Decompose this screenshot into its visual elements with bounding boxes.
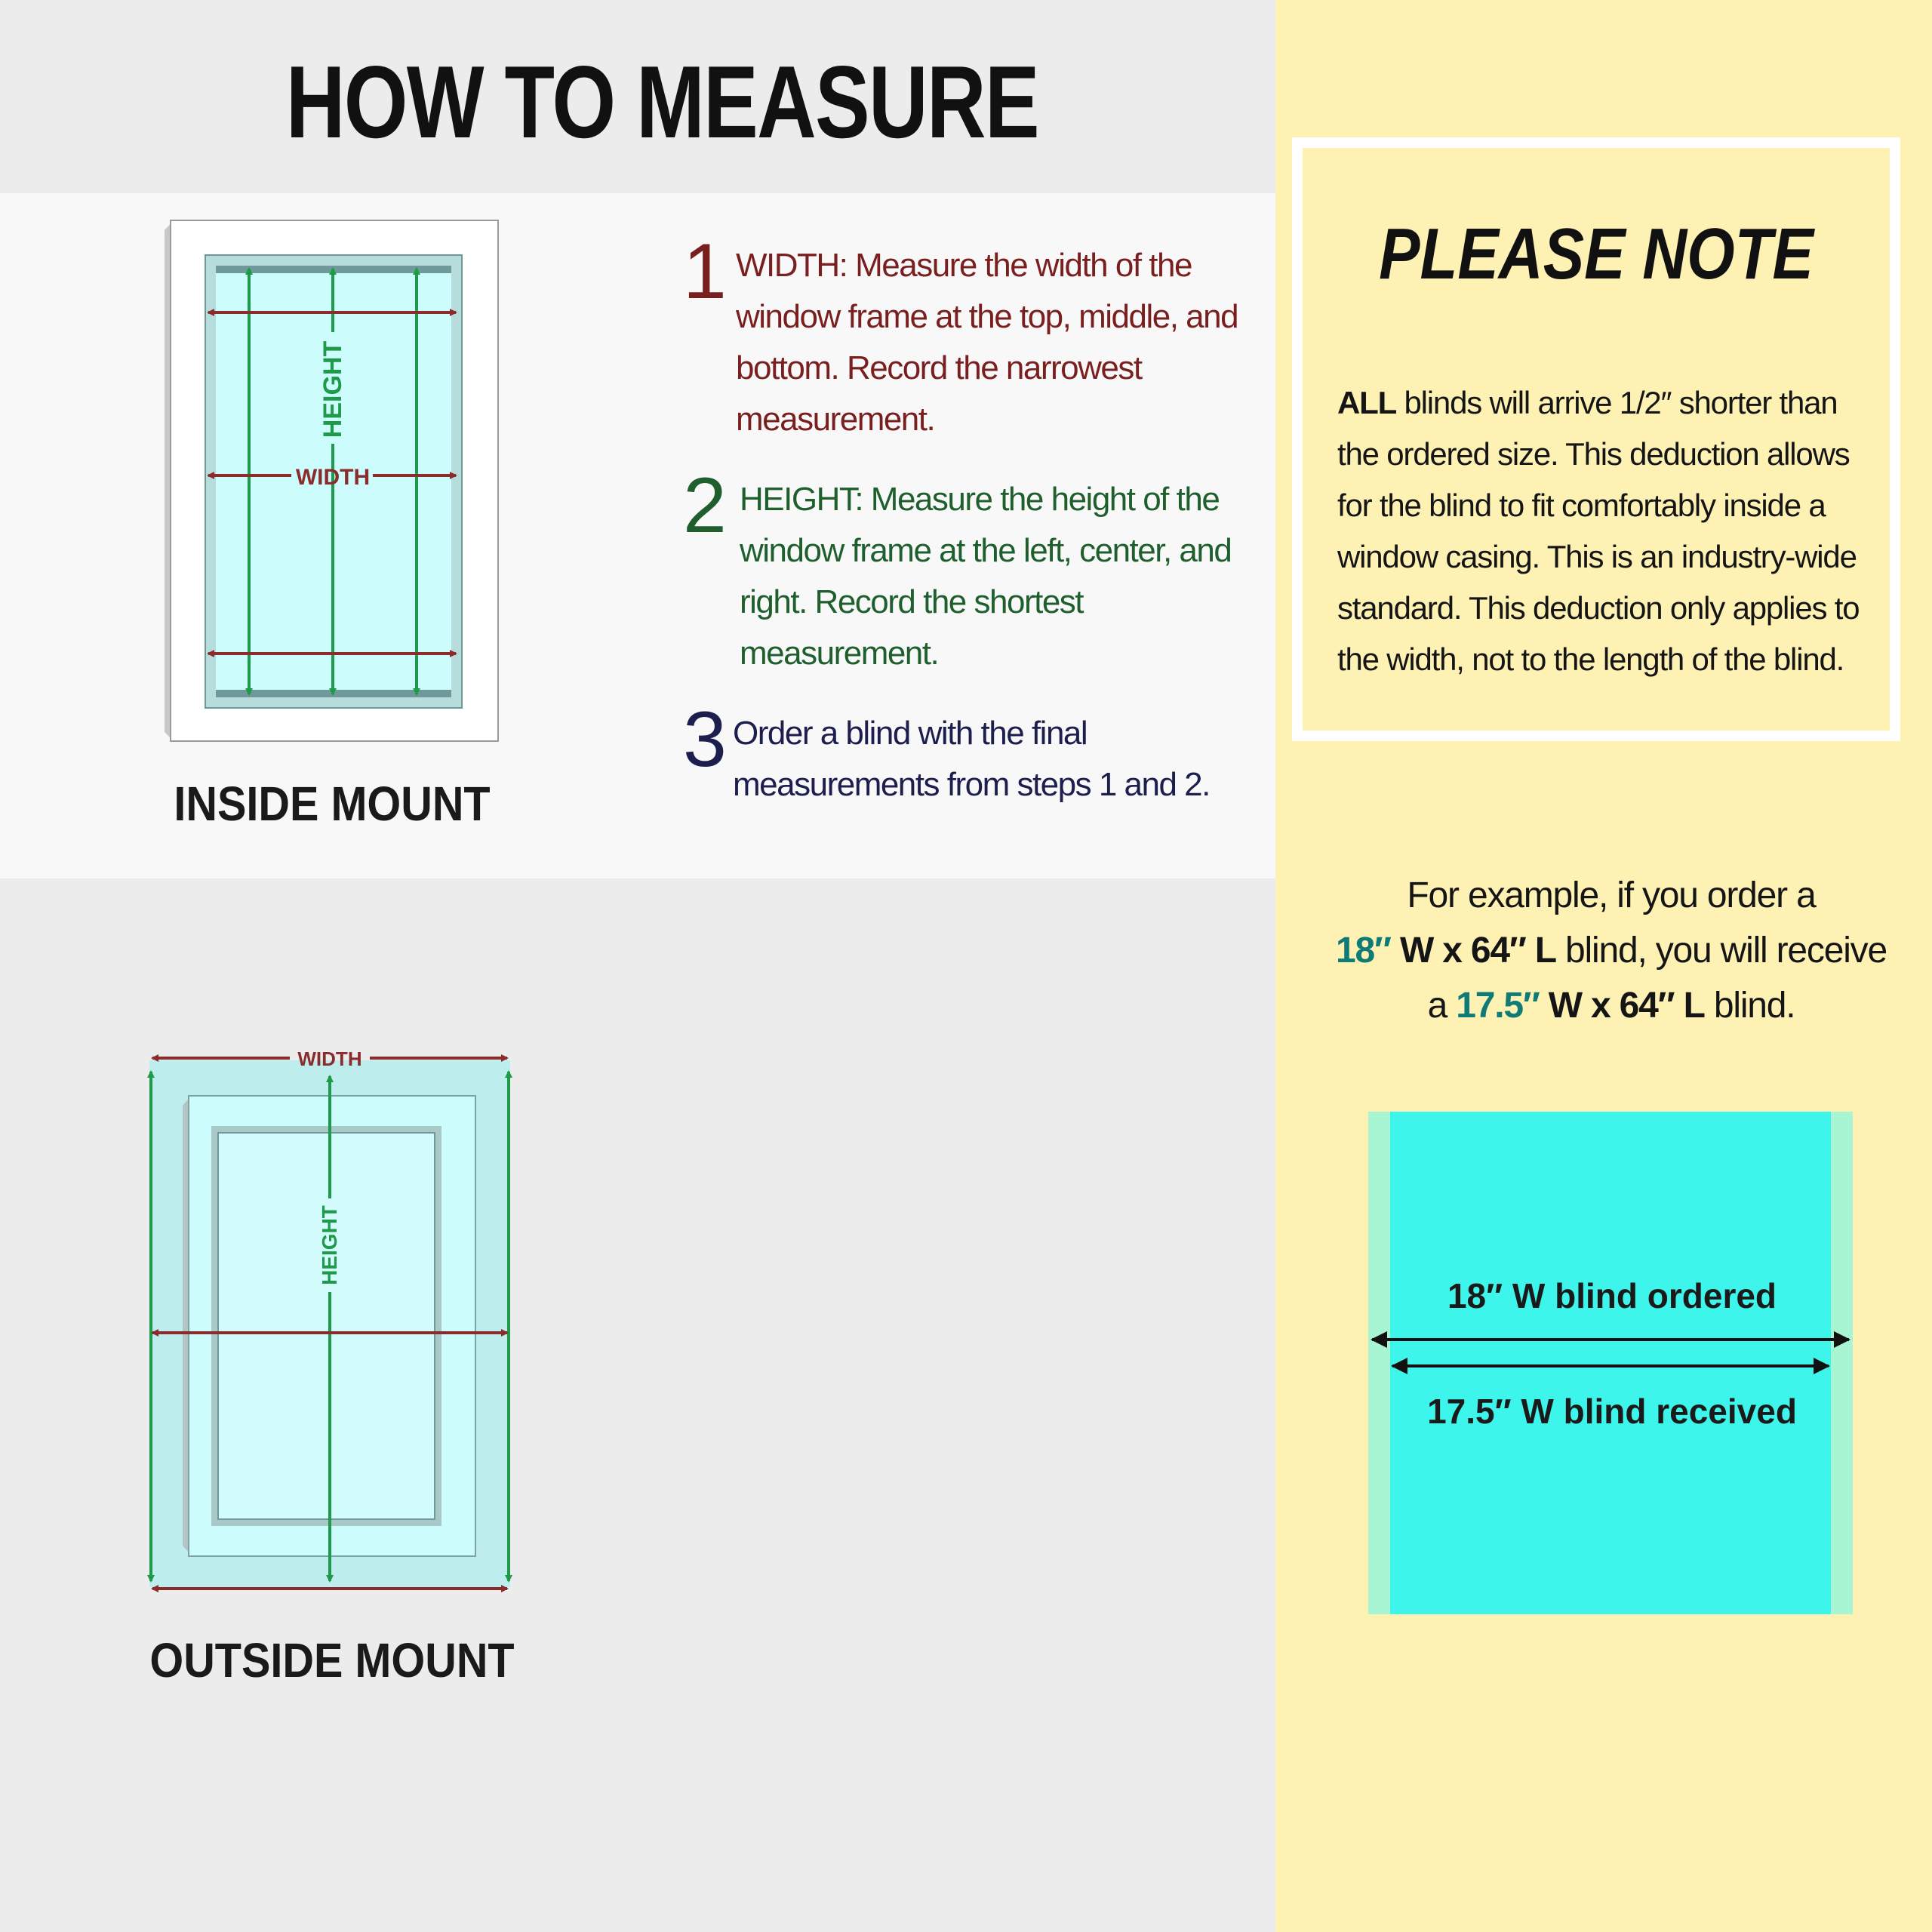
example-text [1292, 868, 1930, 1033]
note-title: PLEASE NOTE [1379, 214, 1814, 294]
note-body [1337, 377, 1881, 685]
page-title: HOW TO MEASURE [285, 45, 1038, 159]
step-text: HEIGHT: Measure the height of the window frame at the left, center, and right. Record the shortest measurement. [740, 481, 1232, 672]
outside-mount-label: OUTSIDE MOUNT [149, 1633, 515, 1687]
ordered-width-label: 18″ W blind ordered [1447, 1276, 1777, 1315]
received-dimensions: W x 64″ L [1539, 986, 1705, 1026]
inside-mount-label: INSIDE MOUNT [174, 777, 491, 831]
ordered-dimensions: W x 64″ L [1390, 931, 1556, 971]
note-lead: ALL [1337, 385, 1397, 420]
example-blind-diagram [1368, 1112, 1853, 1614]
note-text: blinds will arrive 1/2″ shorter than the ordered size. This deduction allows for the blind to fit comfortably inside a window casing. This is an industry-wide standard. This deduction only applies to the width, not to the length of the blind. [1337, 385, 1860, 677]
example-line-1: For example, if you order a [1407, 875, 1816, 915]
outside-width-label: WIDTH [297, 1048, 362, 1070]
received-prefix: a [1427, 986, 1457, 1026]
ordered-tail: blind, you will receive [1555, 931, 1887, 971]
step-number: 2 [683, 462, 727, 549]
received-width: 17.5″ [1456, 986, 1540, 1026]
step-text: WIDTH: Measure the width of the window frame at the top, middle, and bottom. Record the narrowest measurement. [736, 247, 1238, 438]
ordered-width: 18″ [1336, 931, 1391, 971]
example-line-2 [1292, 923, 1930, 978]
step-number: 1 [683, 228, 727, 315]
inside-width-label: WIDTH [295, 465, 371, 490]
inside-height-label: HEIGHT [318, 340, 347, 438]
outside-height-label: HEIGHT [318, 1205, 341, 1285]
received-tail: blind. [1704, 986, 1795, 1026]
example-line-3 [1292, 978, 1930, 1033]
outside-mount-diagram [149, 1058, 510, 1589]
step-text: Order a blind with the final measurements from steps 1 and 2. [733, 715, 1210, 803]
step-number: 3 [683, 696, 727, 783]
received-width-label: 17.5″ W blind received [1427, 1392, 1797, 1431]
